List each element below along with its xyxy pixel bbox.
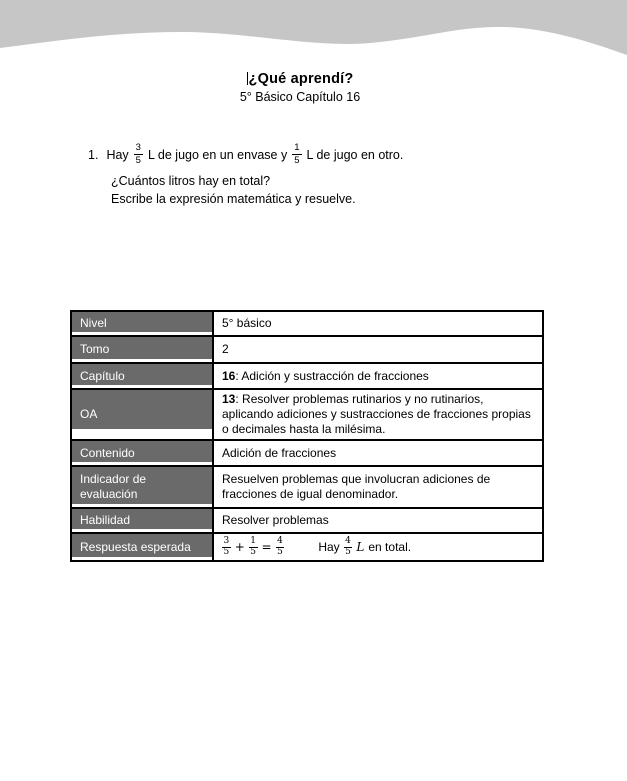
- plus-operator: +: [234, 539, 245, 554]
- header-wave-graphic: [0, 0, 627, 60]
- row-value: 2: [213, 336, 543, 363]
- fraction-denominator: 5: [294, 154, 300, 166]
- fraction-four-fifths: [344, 537, 353, 558]
- info-table-container: [70, 310, 544, 562]
- row-label: Respuesta esperada: [71, 533, 213, 561]
- fraction-numerator: 4: [277, 535, 283, 546]
- fraction-numerator: 3: [135, 142, 141, 153]
- fraction-four-fifths: [276, 537, 285, 558]
- equals-sign: =: [261, 539, 272, 554]
- problem-text-post: L de jugo en otro.: [306, 147, 404, 162]
- fraction-one-fifth: [249, 537, 258, 558]
- fraction-denominator: 5: [250, 546, 257, 557]
- chapter-text: : Adición y sustracción de fracciones: [235, 368, 429, 383]
- table-row-indicador: [71, 466, 543, 508]
- fraction-numerator: 1: [250, 535, 257, 546]
- row-value: Adición de fracciones: [213, 440, 543, 466]
- row-value: Resuelven problemas que involucran adiciones de fracciones de igual denominador.: [213, 466, 543, 508]
- problem-statement-line: [88, 143, 408, 167]
- fraction-three-fifths: [134, 143, 143, 167]
- problem-instruction: Escribe la expresión matemática y resuelve.: [111, 191, 356, 206]
- liters-unit: L: [356, 539, 365, 554]
- row-label: Nivel: [71, 311, 213, 336]
- table-row-respuesta: [71, 533, 543, 561]
- answer-text-post: en total.: [368, 539, 412, 554]
- row-label: Contenido: [71, 440, 213, 466]
- row-value: [213, 533, 543, 561]
- row-label: OA: [71, 389, 213, 440]
- page-subtitle: 5° Básico Capítulo 16: [239, 90, 361, 104]
- problem-question: ¿Cuántos litros hay en total?: [111, 173, 271, 188]
- row-value: Resolver problemas: [213, 508, 543, 533]
- fraction-denominator: 5: [223, 546, 230, 557]
- oa-text: : Resolver problemas rutinarios y no rutinarios, aplicando adiciones y sustracciones de fracciones propias o decimales hasta la milésima.: [222, 392, 531, 436]
- problem-text-pre: Hay: [106, 147, 129, 162]
- row-value: [213, 363, 543, 389]
- fraction-one-fifth: [292, 143, 301, 167]
- table-row-nivel: [71, 311, 543, 336]
- fraction-numerator: 3: [223, 535, 230, 546]
- row-label: Tomo: [71, 336, 213, 363]
- fraction-numerator: 4: [345, 535, 351, 546]
- problem-text-mid: L de jugo en un envase y: [147, 147, 288, 162]
- fraction-three-fifths: [222, 537, 231, 558]
- title-block: [0, 71, 600, 104]
- text-cursor-artifact: [247, 72, 248, 85]
- expected-answer-math: [222, 537, 534, 558]
- row-label: Habilidad: [71, 508, 213, 533]
- fraction-denominator: 5: [135, 154, 141, 166]
- table-row-habilidad: [71, 508, 543, 533]
- lesson-info-table: [70, 310, 544, 562]
- answer-text-pre: Hay: [318, 539, 340, 554]
- page-title: [0, 71, 600, 87]
- page-title-text: ¿Qué aprendí?: [248, 71, 354, 87]
- fraction-denominator: 5: [277, 546, 283, 557]
- oa-number: 13: [222, 392, 236, 406]
- row-label: Indicador de evaluación: [71, 466, 213, 508]
- problem-number: 1.: [88, 147, 99, 162]
- table-row-capitulo: [71, 363, 543, 389]
- table-row-tomo: [71, 336, 543, 363]
- row-value: [213, 389, 543, 440]
- chapter-number: 16: [222, 368, 236, 383]
- row-value: 5° básico: [213, 311, 543, 336]
- table-row-oa: [71, 389, 543, 440]
- fraction-denominator: 5: [345, 546, 351, 557]
- row-label: Capítulo: [71, 363, 213, 389]
- fraction-numerator: 1: [294, 142, 300, 153]
- problem-item-1: [88, 143, 408, 206]
- table-row-contenido: [71, 440, 543, 466]
